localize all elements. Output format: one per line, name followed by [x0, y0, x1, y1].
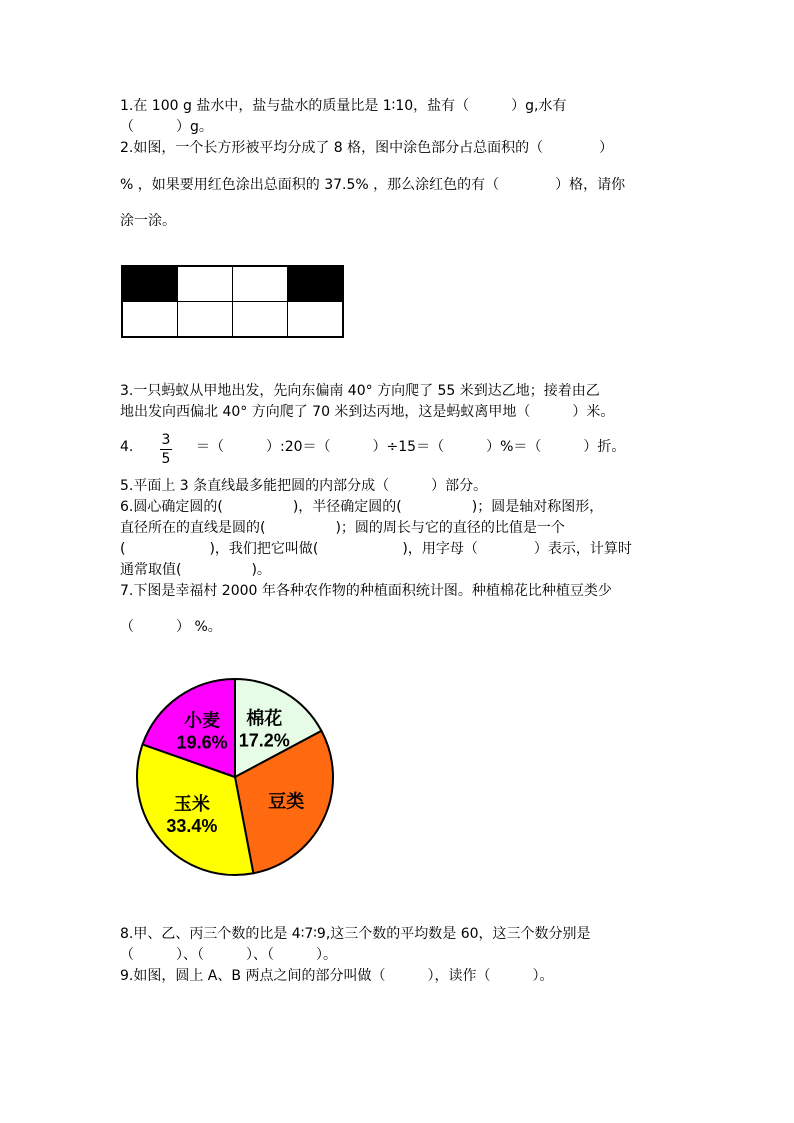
q6-line-4: 通常取值( )。: [120, 562, 271, 578]
q5-line: 5.平面上 3 条直线最多能把圆的内部分成（ ）部分。: [120, 478, 488, 494]
fraction-three-fifths: [160, 432, 172, 467]
q7-line-2: （ ） %。: [120, 619, 222, 635]
grid-cell-shaded: [288, 266, 344, 302]
q7-line-1: 7.下图是幸福村 2000 年各种农作物的种植面积统计图。种植棉花比种植豆类少: [120, 583, 612, 599]
pie-slice-name-label: 棉花: [246, 708, 283, 729]
grid-row: [122, 302, 343, 338]
q8-line-1: 8.甲、乙、丙三个数的比是 4∶7∶9,这三个数的平均数是 60，这三个数分别是: [120, 926, 591, 942]
q1-line-2: （ ）g。: [120, 119, 213, 135]
q8-line-2: （ ）、（ ）、（ ）。: [120, 947, 337, 963]
q6-line-3: ( )，我们把它叫做( )，用字母（ ）表示，计算时: [120, 541, 632, 557]
grid-cell: [122, 302, 178, 338]
q1-line-1: 1.在 100 g 盐水中，盐与盐水的质量比是 1∶10，盐有（ ）g,水有: [120, 98, 567, 114]
q3-line-2: 地出发向西偏北 40° 方向爬了 70 米到达丙地，这是蚂蚁离甲地（ ）米。: [120, 404, 615, 420]
rectangle-grid: [121, 265, 344, 338]
pie-slice-percent-label: 17.2%: [238, 730, 290, 751]
pie-slice-name-label: 豆类: [268, 791, 305, 812]
q3-line-1: 3.一只蚂蚁从甲地出发，先向东偏南 40° 方向爬了 55 米到达乙地；接着由乙: [120, 383, 600, 399]
grid-row: [122, 266, 343, 302]
grid-cell: [288, 302, 344, 338]
fraction-bar: [160, 449, 172, 450]
grid-cell: [178, 302, 233, 338]
q2-line-3: 涂一涂。: [120, 213, 176, 229]
grid-cell-shaded: [122, 266, 178, 302]
q4-equation: ＝（ ）:20＝（ ）÷15＝（ ）%＝（ ）折。: [196, 439, 626, 455]
q2-line-1: 2.如图，一个长方形被平均分成了 8 格，图中涂色部分占总面积的（ ）: [120, 140, 614, 156]
pie-slice-name-label: 玉米: [173, 794, 210, 815]
fraction-numerator: 3: [161, 432, 171, 448]
pie-slice-percent-label: 19.6%: [176, 732, 228, 753]
fraction-denominator: 5: [161, 451, 171, 467]
crop-area-pie-chart: [130, 672, 340, 882]
q4-number: 4.: [120, 439, 134, 455]
pie-slice-percent-label: 33.4%: [166, 816, 218, 837]
q9-line: 9.如图，圆上 A、B 两点之间的部分叫做（ ），读作（ ）。: [120, 968, 554, 984]
grid-cell: [178, 266, 233, 302]
rectangle-grid-figure: [121, 265, 344, 338]
pie-slice-name-label: 小麦: [184, 710, 221, 731]
q6-line-1: 6.圆心确定圆的( )，半径确定圆的( )；圆是轴对称图形，: [120, 499, 604, 515]
grid-cell: [233, 266, 288, 302]
grid-cell: [233, 302, 288, 338]
q6-line-2: 直径所在的直线是圆的( )；圆的周长与它的直径的比值是一个: [120, 520, 565, 536]
q2-line-2: % ，如果要用红色涂出总面积的 37.5% ，那么涂红色的有（ ）格，请你: [120, 177, 626, 193]
